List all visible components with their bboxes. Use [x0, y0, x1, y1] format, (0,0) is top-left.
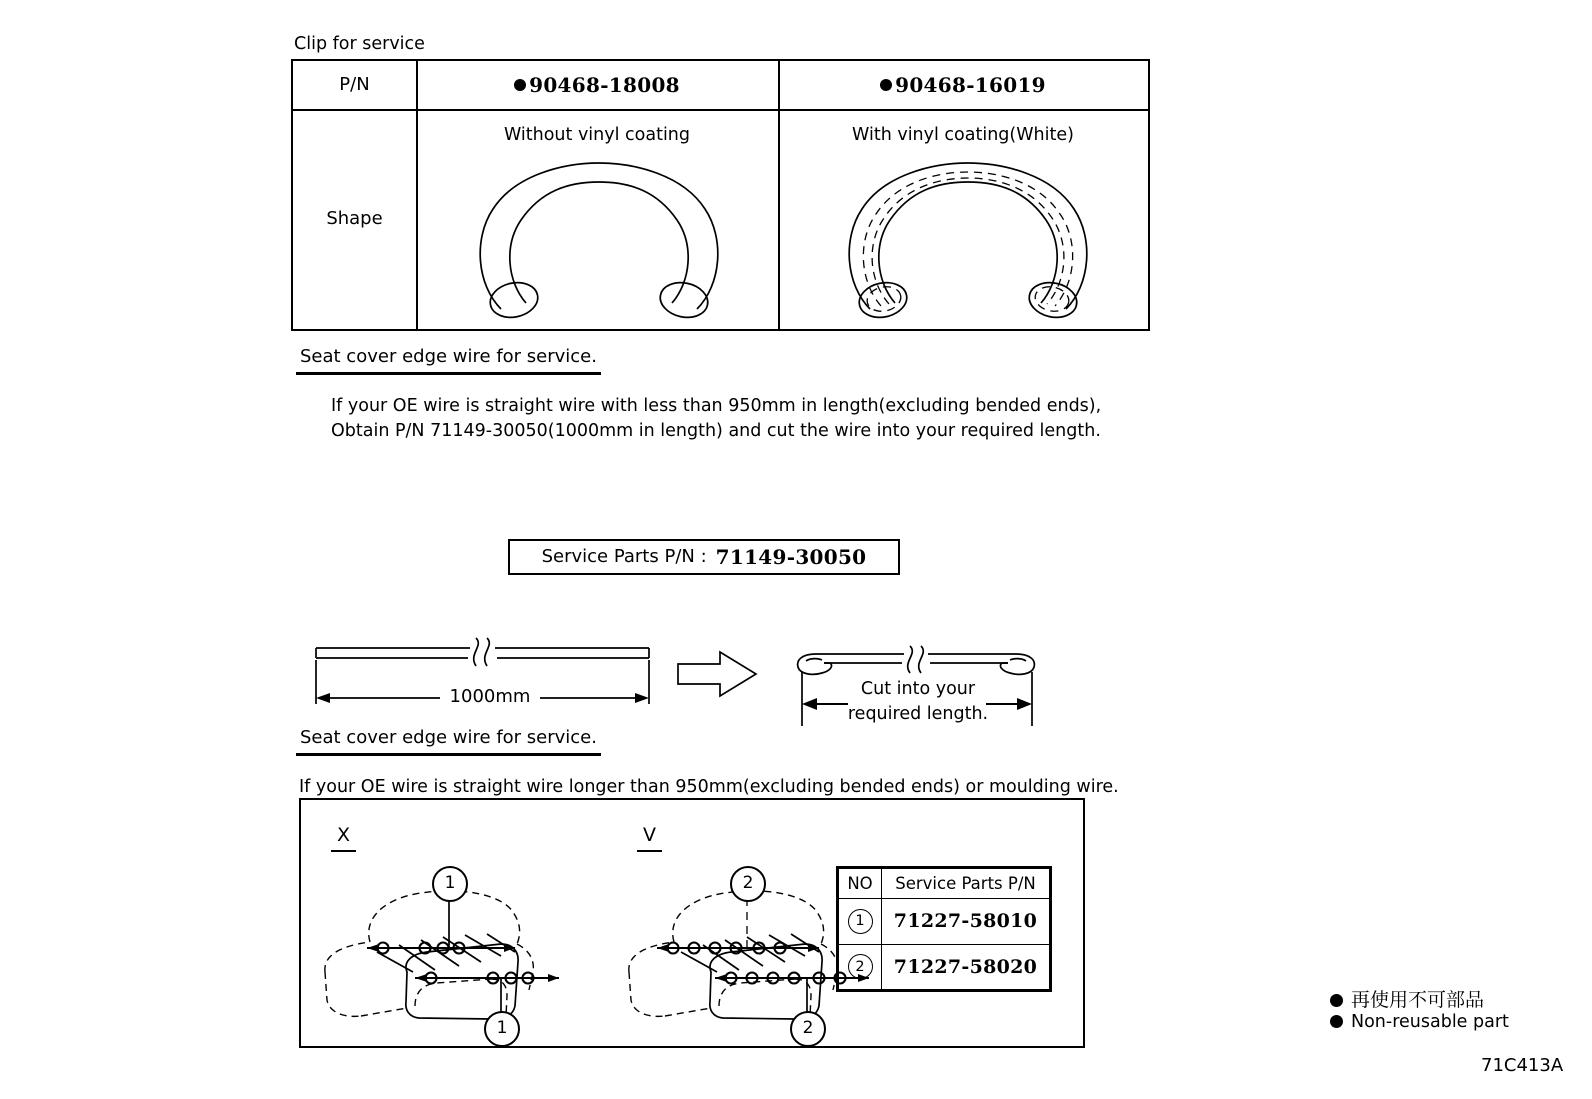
table-row — [839, 944, 1050, 990]
cut-wire-diagram — [786, 646, 1048, 731]
wire-section-short-heading: Seat cover edge wire for service. — [296, 346, 601, 375]
clip-spec-table — [291, 59, 1150, 331]
legend-japanese-text: 再使用不可部品 — [1351, 989, 1485, 1011]
service-parts-pn-box — [508, 539, 900, 575]
straight-wire-diagram — [310, 636, 655, 716]
parts-row-2-no: 2 — [848, 954, 873, 979]
row-label-pn: P/N — [339, 73, 370, 95]
table-header-row — [839, 869, 1050, 899]
clip-shape-cell-1 — [416, 109, 778, 329]
non-reusable-dot-icon — [1330, 994, 1343, 1007]
parts-table-header-pn: Service Parts P/N — [882, 869, 1050, 899]
clip-shape-cell-2 — [778, 109, 1148, 329]
row-label-shape: Shape — [326, 207, 383, 229]
non-reusable-dot-icon — [514, 79, 526, 91]
service-parts-label: Service Parts P/N : — [541, 545, 707, 567]
cut-label-line-1: Cut into your — [860, 679, 976, 699]
callout-x-bottom — [484, 1011, 520, 1047]
diagram-v-label: V — [637, 824, 662, 852]
legend-japanese — [1330, 985, 1484, 1012]
callout-v-bottom-number: 2 — [802, 1018, 814, 1039]
clip-drawing-plain — [471, 157, 726, 317]
clip-part-number-cell-1 — [416, 61, 778, 109]
diagram-x-label: X — [331, 824, 356, 852]
wire-long-note-line-1: If your OE wire is straight wire longer than 950mm(excluding bended ends) or moulding wire. — [299, 777, 1119, 797]
wire-dimension-label: 1000mm — [440, 686, 540, 709]
service-parts-table — [836, 866, 1052, 992]
figure-code: 71C413A — [1481, 1055, 1564, 1076]
clip-part-number-cell-2 — [778, 61, 1148, 109]
cut-label-line-2: required length. — [847, 704, 989, 724]
callout-v-top — [730, 866, 766, 902]
diagram-v-label-wrap — [637, 824, 662, 852]
callout-x-top — [432, 866, 468, 902]
parts-row-1-no-cell — [839, 899, 882, 945]
clip-part-number-2: 90468-16019 — [895, 73, 1046, 97]
parts-row-1-pn: 71227-58010 — [882, 899, 1050, 945]
transform-arrow-icon — [676, 650, 758, 698]
wire-section-long-heading-wrap — [296, 727, 601, 756]
clip-drawing-coated — [840, 157, 1095, 317]
callout-x-top-number: 1 — [444, 873, 456, 894]
wire-short-note-line-2: Obtain P/N 71149-30050(1000mm in length) and cut the wire into your required length. — [331, 421, 1101, 441]
callout-x-bottom-number: 1 — [496, 1018, 508, 1039]
clip-section-caption: Clip for service — [294, 34, 425, 54]
parts-row-2-no-cell — [839, 944, 882, 990]
parts-table-header-no: NO — [839, 869, 882, 899]
clip-part-number-1: 90468-18008 — [529, 73, 680, 97]
wire-section-long-heading: Seat cover edge wire for service. — [296, 727, 601, 756]
wire-short-note-line-1: If your OE wire is straight wire with less than 950mm in length(excluding bended ends), — [331, 396, 1102, 416]
legend-english-text: Non-reusable part — [1351, 1012, 1509, 1032]
callout-v-top-number: 2 — [742, 873, 754, 894]
parts-row-1-no: 1 — [848, 909, 873, 934]
table-row — [839, 899, 1050, 945]
legend-english — [1330, 1012, 1509, 1034]
non-reusable-dot-icon — [880, 79, 892, 91]
wire-section-short-heading-wrap — [296, 346, 601, 375]
clip-description-1: Without vinyl coating — [503, 125, 691, 145]
non-reusable-dot-icon — [1330, 1015, 1343, 1028]
clip-description-2: With vinyl coating(White) — [852, 125, 1074, 145]
parts-row-2-pn: 71227-58020 — [882, 944, 1050, 990]
diagram-x-label-wrap — [331, 824, 356, 852]
service-parts-pn-value: 71149-30050 — [715, 545, 867, 569]
callout-v-bottom — [790, 1011, 826, 1047]
